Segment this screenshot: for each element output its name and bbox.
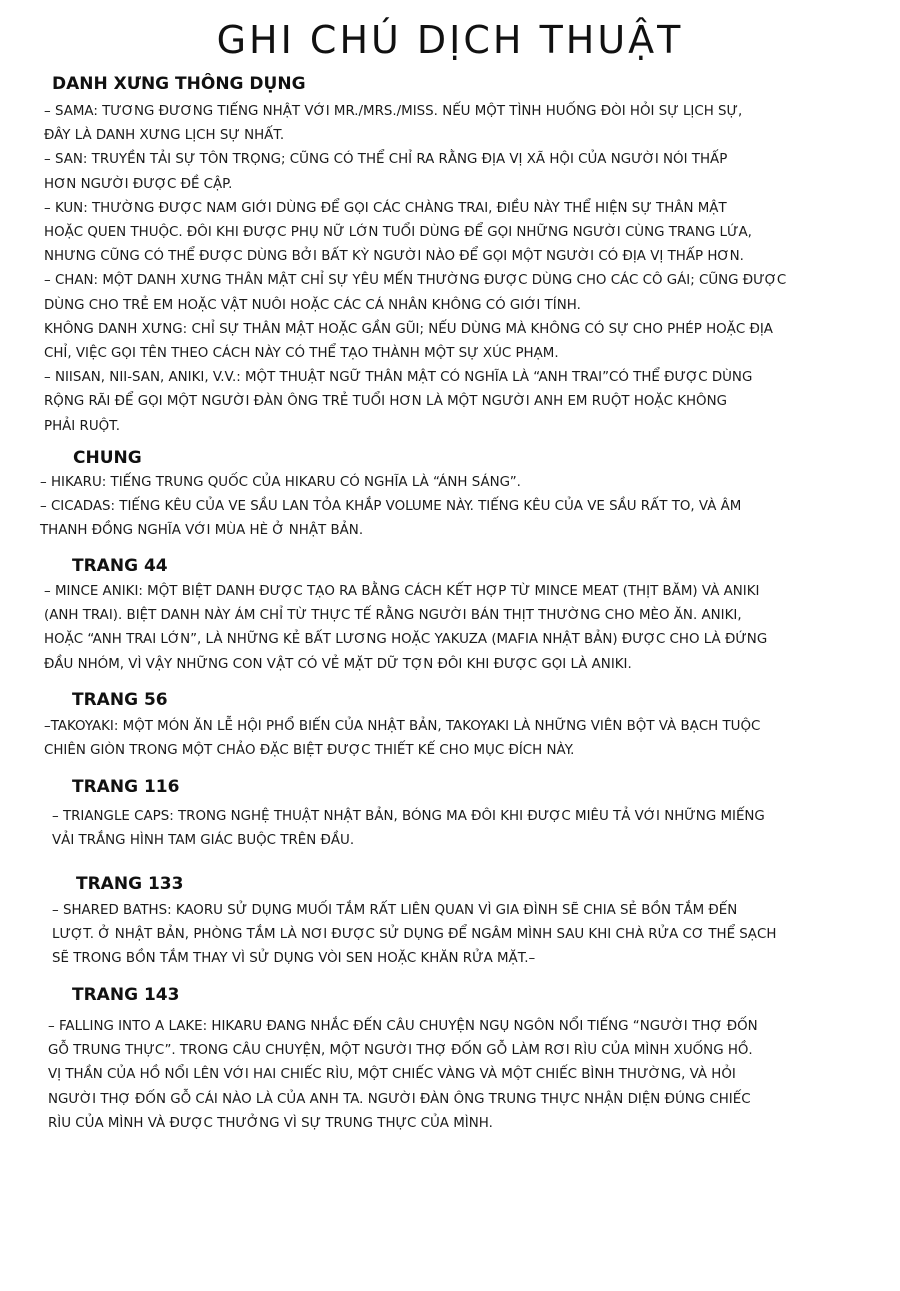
text-line: KHÔNG DANH XƯNG: CHỈ SỰ THÂN MẬT HOẶC GẦN GŨI; NẾU DÙNG MÀ KHÔNG CÓ SỰ CHO PHÉP HOẶC ĐỊA [44, 321, 773, 337]
text-line: – MINCE ANIKI: MỘT BIỆT DANH ĐƯỢC TẠO RA BẰNG CÁCH KẾT HỢP TỪ MINCE MEAT (THỊT BĂM) VÀ ANIKI [44, 584, 760, 599]
page-title: GHI CHÚ DỊCH THUẬT [216, 18, 684, 62]
text-line: RÌU CỦA MÌNH VÀ ĐƯỢC THƯỞNG VÌ SỰ TRUNG THỰC CỦA MÌNH. [48, 1115, 493, 1131]
text-line: RỘNG RÃI ĐỂ GỌI MỘT NGƯỜI ĐÀN ÔNG TRẺ TUỔI HƠN LÀ MỘT NGƯỜI ANH EM RUỘT HOẶC KHÔNG [44, 394, 727, 410]
section-body-general [40, 471, 741, 544]
text-line: HOẶC “ANH TRAI LỚN”, LÀ NHỮNG KẺ BẤT LƯƠNG HOẶC YAKUZA (MAFIA NHẬT BẢN) ĐƯỢC CHO LÀ ĐỨNG [44, 632, 768, 648]
text-line: – FALLING INTO A LAKE: HIKARU ĐANG NHẮC ĐẾN CÂU CHUYỆN NGỤ NGÔN NỔI TIẾNG “NGƯỜI THỢ ĐỐN [48, 1019, 758, 1034]
text-line: HOẶC QUEN THUỘC. ĐÔI KHI ĐƯỢC PHỤ NỮ LỚN TUỔI DÙNG ĐỂ GỌI NHỮNG NGƯỜI CÙNG TRANG LỨA, [44, 225, 752, 241]
section-body-page-143 [48, 1015, 758, 1136]
text-line: – TRIANGLE CAPS: TRONG NGHỆ THUẬT NHẬT BẢN, BÓNG MA ĐÔI KHI ĐƯỢC MIÊU TẢ VỚI NHỮNG MIẾNG [52, 809, 765, 824]
section-body-page-44 [44, 580, 767, 677]
text-line: NHƯNG CŨNG CÓ THỂ ĐƯỢC DÙNG BỞI BẤT KỲ NGƯỜI NÀO ĐỂ GỌI MỘT NGƯỜI CÓ ĐỊA VỊ THẤP HƠN. [44, 249, 744, 265]
text-line: CHIÊN GIÒN TRONG MỘT CHẢO ĐẶC BIỆT ĐƯỢC THIẾT KẾ CHO MỤC ĐÍCH NÀY. [44, 743, 575, 759]
section-body-page-133 [52, 899, 776, 972]
text-line: (ANH TRAI). BIỆT DANH NÀY ÁM CHỈ TỪ THỰC TẾ RẰNG NGƯỜI BÁN THỊT THƯỜNG CHO MÈO ĂN. ANIKI, [44, 608, 742, 624]
text-line: GỖ TRUNG THỰC”. TRONG CÂU CHUYỆN, MỘT NGƯỜI THỢ ĐỐN GỖ LÀM RƠI RÌU CỦA MÌNH XUỐNG HỒ. [48, 1043, 753, 1059]
text-line: NGƯỜI THỢ ĐỐN GỖ CÁI NÀO LÀ CỦA ANH TA. NGƯỜI ĐÀN ÔNG TRUNG THỰC NHẬN DIỆN ĐÚNG CHIẾC [48, 1091, 751, 1107]
section-body-page-56 [44, 715, 760, 763]
section-heading-page-56: TRANG 56 [72, 690, 168, 710]
text-line: – HIKARU: TIẾNG TRUNG QUỐC CỦA HIKARU CÓ NGHĨA LÀ “ÁNH SÁNG”. [40, 475, 521, 490]
text-line: – SAMA: TƯƠNG ĐƯƠNG TIẾNG NHẬT VỚI MR./MRS./MISS. NẾU MỘT TÌNH HUỐNG ĐÒI HỎI SỰ LỊCH SỰ, [44, 104, 743, 119]
section-heading-page-116: TRANG 116 [72, 777, 180, 797]
text-line: – CHAN: MỘT DANH XƯNG THÂN MẬT CHỈ SỰ YÊU MẾN THƯỜNG ĐƯỢC DÙNG CHO CÁC CÔ GÁI; CŨNG ĐƯỢC [44, 273, 787, 289]
text-line: ĐẦU NHÓM, VÌ VẬY NHỮNG CON VẬT CÓ VẺ MẶT DỮ TỢN ĐÔI KHI ĐƯỢC GỌI LÀ ANIKI. [44, 656, 632, 672]
text-line: VỊ THẦN CỦA HỒ NỔI LÊN VỚI HAI CHIẾC RÌU, MỘT CHIẾC VÀNG VÀ MỘT CHIẾC BÌNH THƯỜNG, VÀ HỎI [48, 1067, 736, 1083]
text-line: – KUN: THƯỜNG ĐƯỢC NAM GIỚI DÙNG ĐỂ GỌI CÁC CHÀNG TRAI, ĐIỀU NÀY THỂ HIỆN SỰ THÂN MẬT [44, 200, 727, 216]
text-line: ĐÂY LÀ DANH XƯNG LỊCH SỰ NHẤT. [44, 128, 285, 144]
text-line: CHỈ, VIỆC GỌI TÊN THEO CÁCH NÀY CÓ THỂ TẠO THÀNH MỘT SỰ XÚC PHẠM. [44, 346, 559, 362]
text-line: – CICADAS: TIẾNG KÊU CỦA VE SẦU LAN TỎA KHẮP VOLUME NÀY. TIẾNG KÊU CỦA VE SẦU RẤT TO, VÀ ÂM [40, 499, 742, 515]
text-line: THANH ĐỒNG NGHĨA VỚI MÙA HÈ Ở NHẬT BẢN. [40, 523, 364, 539]
section-heading-page-44: TRANG 44 [72, 556, 168, 576]
section-heading-page-143: TRANG 143 [72, 985, 180, 1005]
text-line: – NIISAN, NII-SAN, ANIKI, V.V.: MỘT THUẬT NGỮ THÂN MẬT CÓ NGHĨA LÀ “ANH TRAI”CÓ THỂ ĐƯỢC DÙNG [44, 370, 753, 386]
text-line: PHẢI RUỘT. [44, 418, 121, 434]
section-heading-page-133: TRANG 133 [76, 874, 184, 894]
text-line: HƠN NGƯỜI ĐƯỢC ĐỀ CẬP. [44, 176, 233, 192]
text-line: DÙNG CHO TRẺ EM HOẶC VẬT NUÔI HOẶC CÁC CÁ NHÂN KHÔNG CÓ GIỚI TÍNH. [44, 297, 581, 313]
text-line: –TAKOYAKI: MỘT MÓN ĂN LỄ HỘI PHỔ BIẾN CỦA NHẬT BẢN, TAKOYAKI LÀ NHỮNG VIÊN BỘT VÀ BẠCH TUỘC [44, 719, 761, 734]
section-heading-honorifics: DANH XƯNG THÔNG DỤNG [52, 74, 306, 94]
text-line: – SAN: TRUYỀN TẢI SỰ TÔN TRỌNG; CŨNG CÓ THỂ CHỈ RA RẰNG ĐỊA VỊ XÃ HỘI CỦA NGƯỜI NÓI THẤP [44, 152, 728, 168]
text-line: – SHARED BATHS: KAORU SỬ DỤNG MUỐI TẮM RẤT LIÊN QUAN VÌ GIA ĐÌNH SẼ CHIA SẺ BỒN TẮM ĐẾN [52, 903, 738, 918]
section-heading-general: CHUNG [73, 448, 142, 468]
text-line: SẼ TRONG BỒN TẮM THAY VÌ SỬ DỤNG VÒI SEN HOẶC KHĂN RỬA MẶT.– [52, 951, 536, 967]
section-body-page-116 [52, 805, 765, 853]
text-line: VẢI TRẮNG HÌNH TAM GIÁC BUỘC TRÊN ĐẦU. [52, 833, 355, 849]
text-line: LƯỢT. Ở NHẬT BẢN, PHÒNG TẮM LÀ NƠI ĐƯỢC SỬ DỤNG ĐỂ NGÂM MÌNH SAU KHI CHÀ RỬA CƠ THỂ SẠCH [52, 927, 777, 943]
section-body-honorifics [44, 100, 786, 439]
